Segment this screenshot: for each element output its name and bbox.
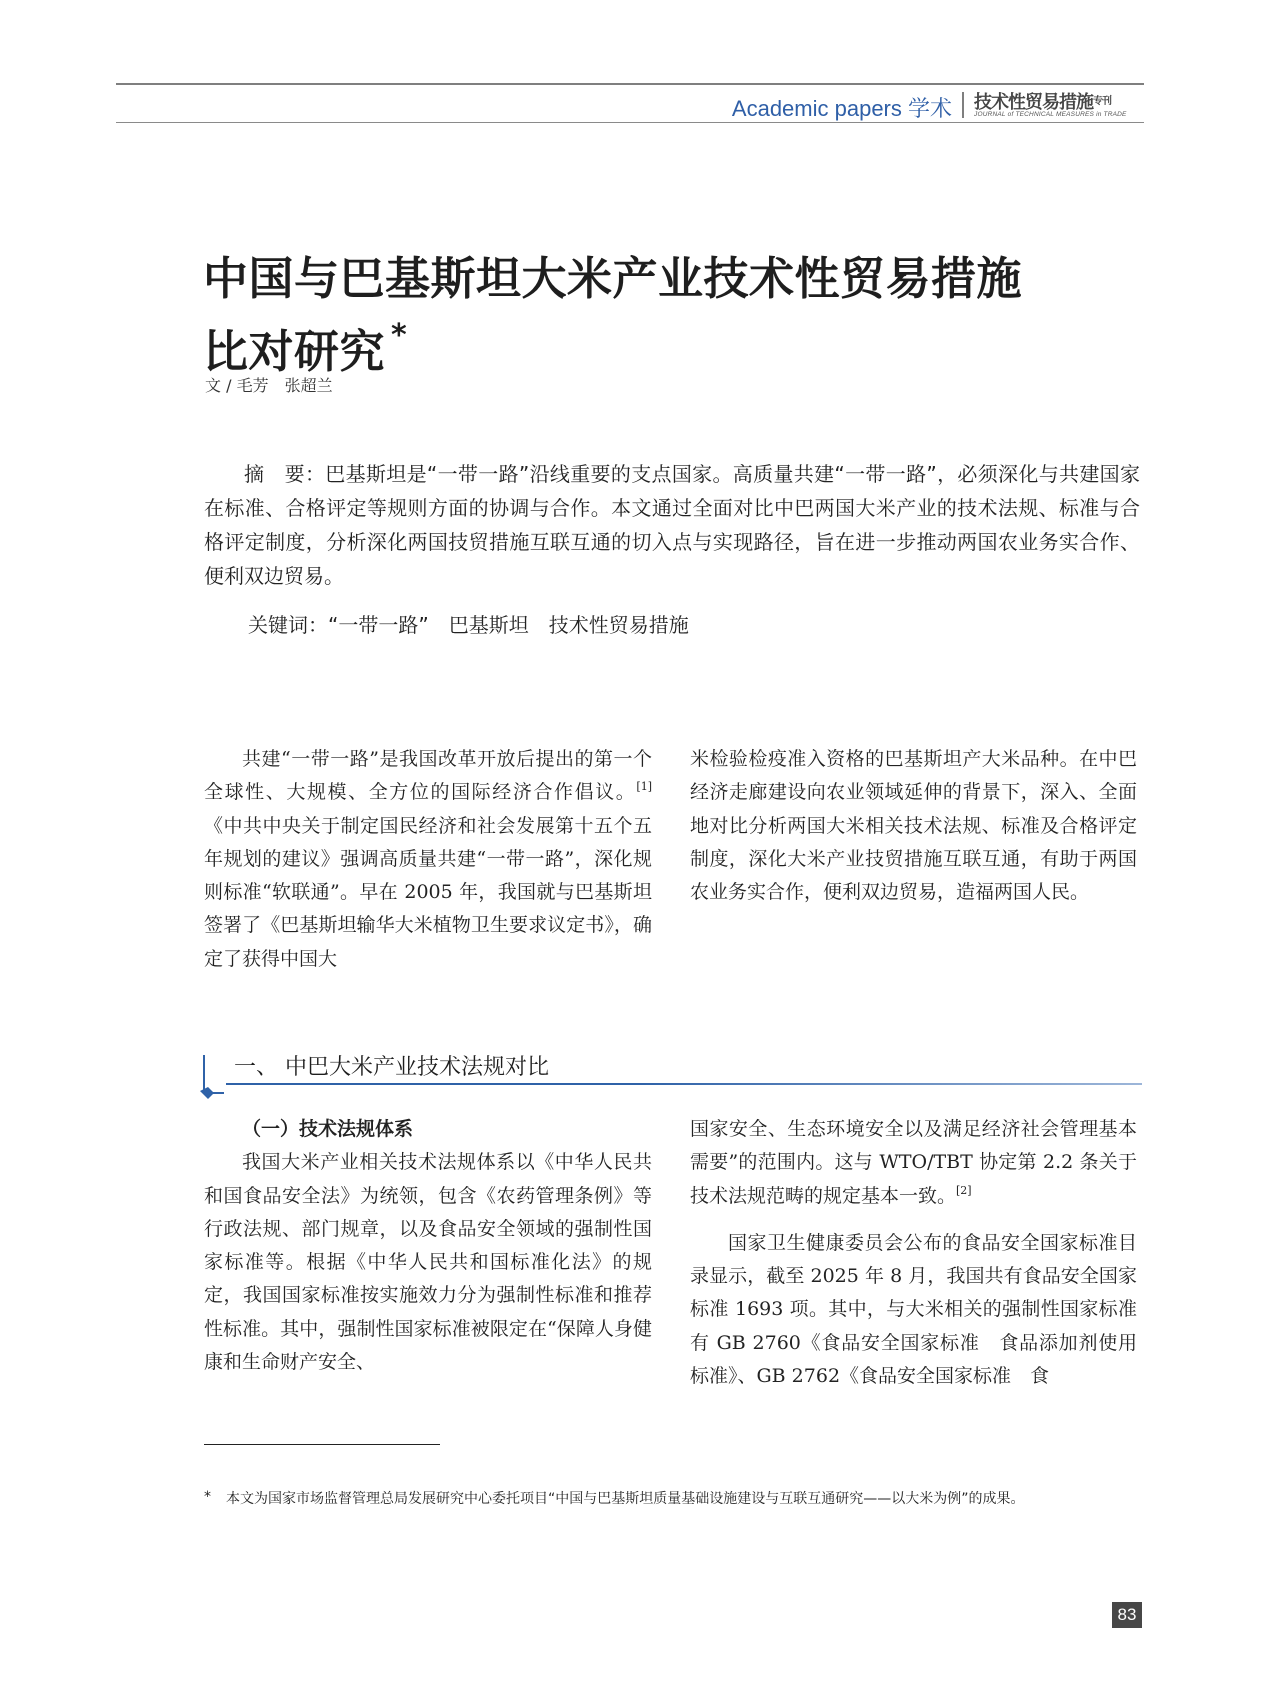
citation-1: [1] — [636, 780, 652, 794]
section-underline — [226, 1083, 1142, 1085]
abstract — [204, 457, 1140, 593]
journal-logo-suffix: 专刊 — [1093, 96, 1111, 107]
section-text-a: 国家安全、生态环境安全以及满足经济社会管理基本需要”的范围内。这与 WTO/TBT 协定第 2.2 条关于技术法规范畴的规定基本一致。 — [690, 1118, 1137, 1207]
section-paragraph: 我国大米产业相关技术法规体系以《中华人民共和国食品安全法》为统领，包含《农药管理条例》等行政法规、部门规章，以及食品安全领域的强制性国家标准等。根据《中华人民共和国标准化法》的规定，我国国家标准按实施效力分为强制性标准和推荐性标准。其中，强制性国家标准被限定在“保障人身健康和生命财产安全、 — [204, 1151, 652, 1374]
footnote-text: 本文为国家市场监督管理总局发展研究中心委托项目“中国与巴基斯坦质量基础设施建设与互联互通研究——以大米为例”的成果。 — [226, 1491, 1025, 1507]
header-rule-bottom — [116, 122, 1144, 123]
header-rule-top — [116, 83, 1144, 85]
footnote-mark: * — [204, 1489, 211, 1505]
abstract-text: 摘 要：巴基斯坦是“一带一路”沿线重要的支点国家。高质量共建“一带一路”，必须深化与共建国家在标准、合格评定等规则方面的协调与合作。本文通过全面对比中巴两国大米产业的技术法规、标准与合格评定制度，分析深化两国技贸措施互联互通的切入点与实现路径，旨在进一步推动两国农业务实合作、便利双边贸易。 — [204, 462, 1140, 588]
intro-paragraph — [204, 743, 652, 976]
intro-text-b: 《中共中央关于制定国民经济和社会发展第十五个五年规划的建议》强调高质量共建“一带一路”，深化规则标准“软联通”。早在 2005 年，我国就与巴基斯坦签署了《巴基斯坦输华大米植物卫生要求议定书》，确定了获得中国大 — [204, 814, 652, 970]
title-footnote-mark: * — [391, 318, 408, 353]
intro-left-column — [204, 743, 652, 976]
citation-2: [2] — [956, 1183, 972, 1197]
subheading: （一）技术法规体系 — [242, 1118, 414, 1140]
section-marker-icon — [198, 1053, 228, 1101]
intro-right-column — [690, 743, 1137, 909]
footnote-rule — [204, 1444, 440, 1445]
section-right-column — [690, 1113, 1137, 1393]
article-title — [203, 250, 1022, 380]
header-separator — [962, 92, 964, 118]
section-left-column — [204, 1113, 652, 1379]
journal-subtitle: JOURNAL of TECHNICAL MEASURES in TRADE — [974, 111, 1127, 118]
intro-paragraph-cont: 米检验检疫准入资格的巴基斯坦产大米品种。在中巴经济走廊建设向农业领域延伸的背景下，深入、全面地对比分析两国大米相关技术法规、标准及合格评定制度，深化大米产业技贸措施互联互通，有助于两国农业务实合作，便利双边贸易，造福两国人民。 — [690, 748, 1137, 904]
keywords: 关键词：“一带一路” 巴基斯坦 技术性贸易措施 — [248, 613, 689, 637]
section-label: Academic papers 学术 — [731, 96, 952, 121]
page-number: 83 — [1112, 1602, 1142, 1628]
title-line-1: 中国与巴基斯坦大米产业技术性贸易措施 — [203, 252, 1023, 305]
title-line-2 — [203, 307, 1022, 380]
intro-text-a: 共建“一带一路”是我国改革开放后提出的第一个全球性、大规模、全方位的国际经济合作倡议。 — [204, 748, 652, 804]
section-paragraph-cont — [690, 1113, 1137, 1213]
section-paragraph-2: 国家卫生健康委员会公布的食品安全国家标准目录显示，截至 2025 年 8 月，我国共有食品安全国家标准 1693 项。其中，与大米相关的强制性国家标准有 GB 2760《食品安全国家标准 食品添加剂使用标准》、GB 2762《食品安全国家标准 食 — [690, 1231, 1137, 1388]
byline: 文 / 毛芳 张超兰 — [205, 376, 333, 395]
section-heading: 一、 中巴大米产业技术法规对比 — [234, 1055, 549, 1080]
journal-logo-text: 技术性贸易措施 — [974, 92, 1093, 113]
title-line-2-text: 比对研究 — [203, 325, 386, 378]
